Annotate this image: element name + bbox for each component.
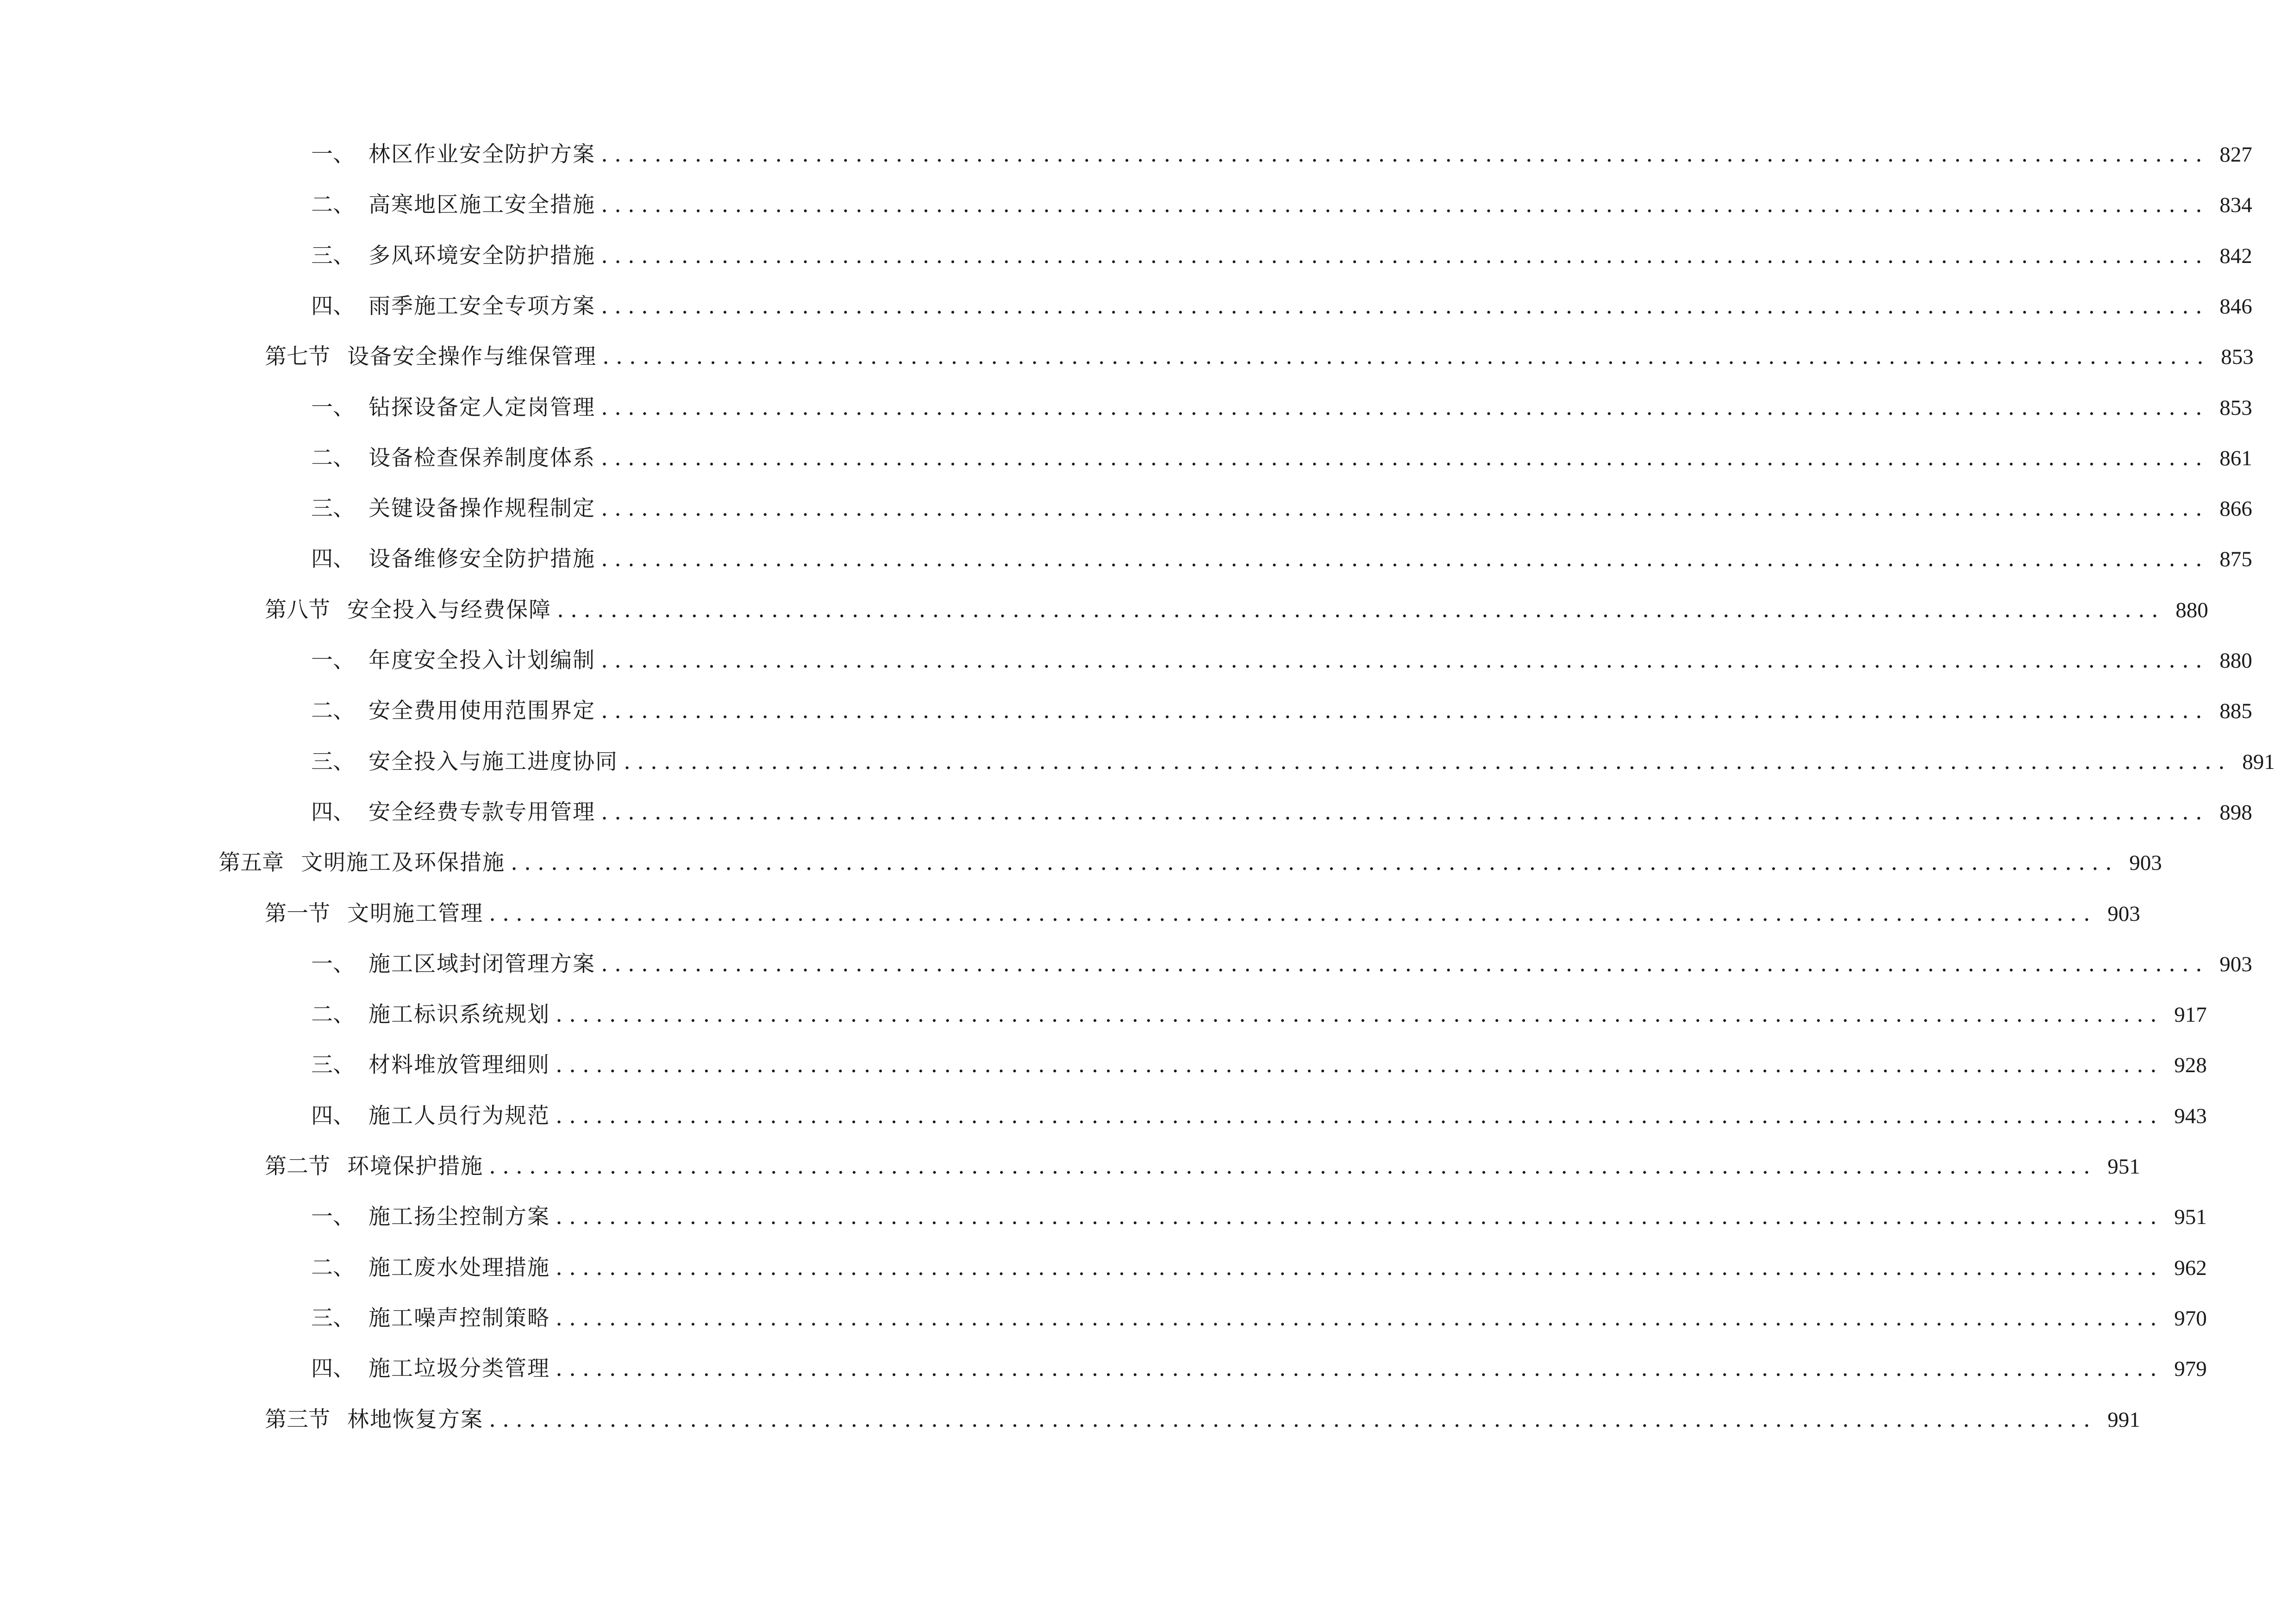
toc-entry-page-number: 951 [2174,1205,2207,1229]
toc-entry-page-number: 951 [2107,1155,2140,1179]
toc-entry-number: 一、 [311,648,355,673]
toc-entry-item[interactable] [311,1300,2207,1337]
toc-entry-page-number: 903 [2219,952,2252,976]
toc-dot-leader: ........................................................................................................................ [601,546,2209,572]
toc-entry-number: 二、 [311,1255,355,1280]
toc-entry-item[interactable] [311,389,2252,426]
toc-dot-leader: ........................................................................................................................ [511,850,2119,875]
toc-entry-section[interactable] [265,592,2208,629]
toc-entry-page-number: 928 [2174,1053,2207,1077]
toc-entry-page-number: 885 [2219,699,2252,723]
toc-entry-number: 第八节 [265,597,330,623]
toc-entry-section[interactable] [265,338,2254,375]
toc-dot-leader: ........................................................................................................................ [601,294,2209,319]
toc-entry-item[interactable] [311,693,2252,730]
toc-entry-page-number: 853 [2219,396,2252,420]
toc-entry-page-number: 917 [2174,1003,2207,1027]
toc-entry-item[interactable] [311,1047,2207,1084]
toc-entry-page-number: 970 [2174,1306,2207,1330]
toc-entry-number: 四、 [311,294,355,319]
toc-entry-number: 三、 [311,1052,355,1078]
toc-entry-title: 设备检查保养制度体系 [369,445,595,471]
toc-dot-leader: ........................................................................................................................ [601,698,2209,724]
toc-entry-title: 高寒地区施工安全措施 [369,192,595,218]
toc-entry-title: 施工扬尘控制方案 [369,1204,550,1230]
toc-dot-leader: ........................................................................................................................ [489,1407,2097,1432]
toc-entry-section[interactable] [265,895,2140,932]
toc-entry-page-number: 991 [2107,1408,2140,1432]
toc-entry-title: 安全经费专款专用管理 [369,800,595,825]
toc-dot-leader: ........................................................................................................................ [601,800,2209,825]
toc-entry-number: 第五章 [219,850,284,875]
toc-dot-leader: ........................................................................................................................ [556,1052,2163,1078]
toc-entry-title: 安全费用使用范围界定 [369,698,595,724]
toc-entry-title: 材料堆放管理细则 [369,1052,550,1078]
toc-entry-item[interactable] [311,996,2207,1033]
toc-dot-leader: ........................................................................................................................ [489,1154,2097,1179]
toc-dot-leader: ........................................................................................................................ [556,1255,2163,1280]
toc-entry-item[interactable] [311,946,2252,983]
toc-entry-page-number: 979 [2174,1357,2207,1381]
toc-entry-chapter[interactable] [219,844,2162,881]
toc-entry-page-number: 943 [2174,1104,2207,1128]
toc-entry-number: 第七节 [265,344,330,369]
toc-entry-page-number: 834 [2219,193,2252,217]
toc-entry-title: 施工区域封闭管理方案 [369,951,595,977]
toc-entry-page-number: 846 [2219,294,2252,319]
toc-entry-item[interactable] [311,541,2252,578]
toc-entry-title: 施工噪声控制策略 [369,1305,550,1331]
toc-entry-item[interactable] [311,1350,2207,1387]
toc-entry-title: 年度安全投入计划编制 [369,648,595,673]
toc-entry-number: 二、 [311,1002,355,1027]
toc-entry-item[interactable] [311,1199,2207,1236]
toc-entry-item[interactable] [311,642,2252,679]
toc-entry-item[interactable] [311,1098,2207,1135]
toc-entry-page-number: 898 [2219,800,2252,824]
toc-entry-number: 一、 [311,395,355,420]
toc-dot-leader: ........................................................................................................................ [601,648,2209,673]
toc-entry-title: 施工人员行为规范 [369,1103,550,1129]
toc-dot-leader: ........................................................................................................................ [556,1356,2163,1381]
toc-entry-item[interactable] [311,136,2252,173]
toc-entry-title: 施工标识系统规划 [369,1002,550,1027]
toc-dot-leader: ........................................................................................................................ [601,395,2209,420]
toc-dot-leader: ........................................................................................................................ [556,1305,2163,1331]
toc-entry-number: 二、 [311,192,355,218]
toc-entry-number: 四、 [311,800,355,825]
toc-entry-number: 三、 [311,243,355,269]
toc-dot-leader: ........................................................................................................................ [602,344,2210,369]
toc-entry-page-number: 903 [2107,902,2140,926]
toc-entry-number: 三、 [311,1305,355,1331]
toc-dot-leader: ........................................................................................................................ [556,1204,2163,1230]
toc-entry-item[interactable] [311,794,2252,831]
toc-entry-section[interactable] [265,1401,2140,1438]
toc-entry-item[interactable] [311,1249,2207,1287]
toc-entry-title: 关键设备操作规程制定 [369,496,595,521]
toc-entry-page-number: 875 [2219,547,2252,571]
toc-dot-leader: ........................................................................................................................ [489,901,2097,926]
toc-dot-leader: ........................................................................................................................ [556,1103,2163,1129]
toc-entry-number: 二、 [311,698,355,724]
toc-entry-title: 林区作业安全防护方案 [369,142,595,167]
toc-entry-number: 四、 [311,546,355,572]
toc-entry-item[interactable] [311,490,2252,527]
toc-dot-leader: ........................................................................................................................ [601,445,2209,471]
toc-entry-title: 文明施工及环保措施 [301,850,505,875]
toc-entry-number: 三、 [311,496,355,521]
toc-entry-page-number: 962 [2174,1256,2207,1280]
toc-entry-title: 多风环境安全防护措施 [369,243,595,269]
toc-entry-title: 安全投入与施工进度协同 [369,749,618,775]
toc-dot-leader: ........................................................................................................................ [557,597,2165,623]
toc-entry-title: 设备安全操作与维保管理 [347,344,597,369]
toc-entry-title: 施工废水处理措施 [369,1255,550,1280]
toc-entry-page-number: 842 [2219,244,2252,268]
toc-entry-page-number: 903 [2129,851,2162,875]
toc-entry-page-number: 861 [2219,446,2252,470]
toc-entry-item[interactable] [311,440,2252,477]
toc-entry-title: 林地恢复方案 [347,1407,483,1432]
toc-entry-item[interactable] [311,237,2252,275]
toc-dot-leader: ........................................................................................................................ [601,142,2209,167]
toc-entry-title: 安全投入与经费保障 [347,597,551,623]
toc-entry-number: 一、 [311,142,355,167]
toc-entry-page-number: 891 [2242,750,2275,774]
toc-entry-section[interactable] [265,1148,2140,1185]
toc-entry-number: 四、 [311,1103,355,1129]
toc-entry-number: 三、 [311,749,355,775]
toc-entry-page-number: 866 [2219,497,2252,521]
toc-entry-number: 二、 [311,445,355,471]
toc-entry-title: 环境保护措施 [347,1154,483,1179]
toc-dot-leader: ........................................................................................................................ [624,749,2231,775]
toc-entry-title: 施工垃圾分类管理 [369,1356,550,1381]
toc-dot-leader: ........................................................................................................................ [601,951,2209,977]
toc-entry-number: 第一节 [265,901,330,926]
toc-entry-title: 钻探设备定人定岗管理 [369,395,595,420]
toc-entry-item[interactable] [311,288,2252,325]
toc-entry-title: 文明施工管理 [347,901,483,926]
toc-entry-number: 一、 [311,1204,355,1230]
toc-entry-item[interactable] [311,743,2275,781]
toc-entry-page-number: 880 [2219,649,2252,673]
toc-entry-title: 设备维修安全防护措施 [369,546,595,572]
toc-dot-leader: ........................................................................................................................ [556,1002,2163,1027]
toc-entry-title: 雨季施工安全专项方案 [369,294,595,319]
toc-entry-number: 第二节 [265,1154,330,1179]
toc-entry-item[interactable] [311,187,2252,224]
toc-dot-leader: ........................................................................................................................ [601,496,2209,521]
toc-dot-leader: ........................................................................................................................ [601,192,2209,218]
toc-entry-number: 一、 [311,951,355,977]
toc-entry-page-number: 880 [2175,598,2208,622]
toc-entry-page-number: 853 [2221,345,2254,369]
toc-entry-number: 四、 [311,1356,355,1381]
toc-entry-page-number: 827 [2219,143,2252,167]
toc-dot-leader: ........................................................................................................................ [601,243,2209,269]
toc-entry-number: 第三节 [265,1407,330,1432]
